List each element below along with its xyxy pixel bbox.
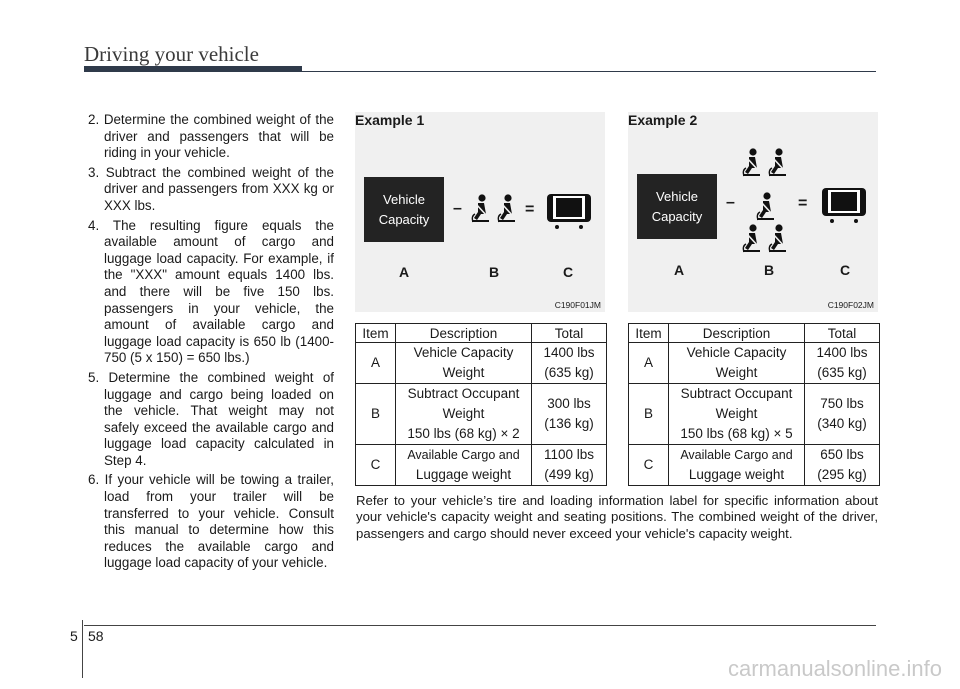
row-description — [669, 384, 805, 445]
seated-occupant-icon — [766, 148, 788, 178]
refer-paragraph: Refer to your vehicle’s tire and loading information label for specific information about your vehicle's capacity weight and seating positions. The combined weight of the driver, passengers and cargo should never exceed your vehicle's capacity weight. — [356, 493, 878, 541]
vehicle-capacity-box — [637, 174, 717, 239]
table-row — [356, 384, 607, 445]
row-description — [396, 384, 532, 445]
desc-line: Subtract Occupant — [680, 386, 793, 401]
row-item: B — [629, 384, 669, 445]
row-description — [669, 445, 805, 486]
header-item: Item — [629, 324, 669, 343]
watermark: carmanualsonline.info — [727, 656, 942, 681]
equals-sign: = — [525, 201, 535, 218]
total-line: 1400 lbs — [543, 345, 595, 360]
desc-line: Weight — [442, 365, 485, 380]
row-description — [396, 343, 532, 384]
cargo-seat-icon — [820, 186, 868, 226]
table-header-row — [629, 324, 880, 343]
step-2: 2. Determine the combined weight of the driver and passengers that will be riding in your vehicle. — [88, 112, 334, 161]
row-total — [805, 384, 880, 445]
table-row — [629, 384, 880, 445]
figure-code: C190F02JM — [827, 300, 874, 310]
footer-rule — [84, 625, 876, 626]
section-title: Driving your vehicle — [84, 42, 259, 66]
desc-line: 150 lbs (68 kg) × 5 — [680, 426, 793, 441]
desc-line: Weight — [442, 406, 485, 421]
total-line: 650 lbs — [820, 447, 864, 462]
header-total: Total — [532, 324, 607, 343]
equals-sign: = — [798, 195, 808, 212]
example-2-table — [628, 323, 880, 486]
row-total — [532, 384, 607, 445]
seated-occupant-icon — [754, 192, 776, 222]
table-row — [629, 445, 880, 486]
step-3: 3. Subtract the combined weight of the driver and passengers from XXX kg or XXX lbs. — [88, 164, 334, 213]
desc-line: Weight — [715, 406, 758, 421]
table-row — [356, 343, 607, 384]
seated-occupant-icon — [766, 224, 788, 254]
step-5: 5. Determine the combined weight of luggage and cargo being loaded on the vehicle. That weight may not safely exceed the available cargo and luggage load capacity calculated in Step 4. — [88, 369, 334, 468]
label-c: C — [840, 262, 851, 278]
total-line: (136 kg) — [544, 416, 594, 431]
desc-line: Vehicle Capacity — [413, 345, 514, 360]
steps-list — [88, 112, 334, 575]
header-description: Description — [669, 324, 805, 343]
header-rule — [84, 71, 876, 72]
label-b: B — [489, 264, 500, 280]
desc-line: Vehicle Capacity — [686, 345, 787, 360]
vehicle-capacity-line2: Capacity — [378, 211, 430, 227]
seated-occupant-icon — [740, 224, 762, 254]
label-b: B — [764, 262, 775, 278]
row-description — [669, 343, 805, 384]
footer-divider — [82, 620, 83, 678]
total-line: 750 lbs — [820, 396, 864, 411]
label-a: A — [674, 262, 685, 278]
table-row — [629, 343, 880, 384]
vehicle-capacity-box — [364, 177, 444, 242]
step-4: 4. The resulting figure equals the available amount of cargo and luggage load capacity. For example, if the "XXX" amount equals 1400 lbs. and there will be five 150 lbs. passengers in your vehicle, the amount of available cargo and luggage load capacity is 650 lb (1400-750 (5 x 150) = 650 lbs.) — [88, 217, 334, 366]
table-header-row — [356, 324, 607, 343]
page-number: 58 — [88, 628, 104, 644]
total-line: (295 kg) — [817, 467, 867, 482]
total-line: (635 kg) — [817, 365, 867, 380]
desc-line: Subtract Occupant — [407, 386, 520, 401]
vehicle-capacity-line1: Vehicle — [383, 191, 425, 207]
label-a: A — [399, 264, 410, 280]
chapter-number: 5 — [70, 628, 78, 644]
desc-line: Luggage weight — [415, 467, 512, 482]
total-line: (499 kg) — [544, 467, 594, 482]
example-2-illustration — [628, 112, 878, 312]
total-line: 1400 lbs — [816, 345, 868, 360]
example-1-illustration — [355, 112, 605, 312]
example-1-title: Example 1 — [355, 112, 425, 128]
row-item: A — [356, 343, 396, 384]
row-item: C — [356, 445, 396, 486]
desc-line: Available Cargo and — [680, 448, 793, 462]
row-item: A — [629, 343, 669, 384]
header-description: Description — [396, 324, 532, 343]
example-2-title: Example 2 — [628, 112, 698, 128]
seated-occupant-icon — [469, 194, 491, 224]
total-line: 1100 lbs — [543, 447, 595, 462]
desc-line: Luggage weight — [688, 467, 785, 482]
desc-line: Available Cargo and — [407, 448, 520, 462]
vehicle-capacity-line2: Capacity — [651, 208, 703, 224]
minus-sign: – — [726, 194, 735, 211]
header-total: Total — [805, 324, 880, 343]
row-total — [532, 343, 607, 384]
table-row — [356, 445, 607, 486]
cargo-seat-icon — [545, 192, 593, 232]
row-total — [805, 343, 880, 384]
desc-line: Weight — [715, 365, 758, 380]
row-item: C — [629, 445, 669, 486]
step-6: 6. If your vehicle will be towing a trailer, load from your trailer will be transferred to your vehicle. Consult this manual to determine how this reduces the available cargo and luggage load capacity of your vehicle. — [88, 472, 334, 571]
minus-sign: – — [453, 200, 462, 217]
header-item: Item — [356, 324, 396, 343]
figure-code: C190F01JM — [554, 300, 601, 310]
row-item: B — [356, 384, 396, 445]
seated-occupant-icon — [495, 194, 517, 224]
row-total — [532, 445, 607, 486]
total-line: 300 lbs — [547, 396, 591, 411]
example-1-table — [355, 323, 607, 486]
row-description — [396, 445, 532, 486]
total-line: (635 kg) — [544, 365, 594, 380]
total-line: (340 kg) — [817, 416, 867, 431]
label-c: C — [563, 264, 574, 280]
desc-line: 150 lbs (68 kg) × 2 — [407, 426, 520, 441]
seated-occupant-icon — [740, 148, 762, 178]
vehicle-capacity-line1: Vehicle — [656, 188, 698, 204]
row-total — [805, 445, 880, 486]
